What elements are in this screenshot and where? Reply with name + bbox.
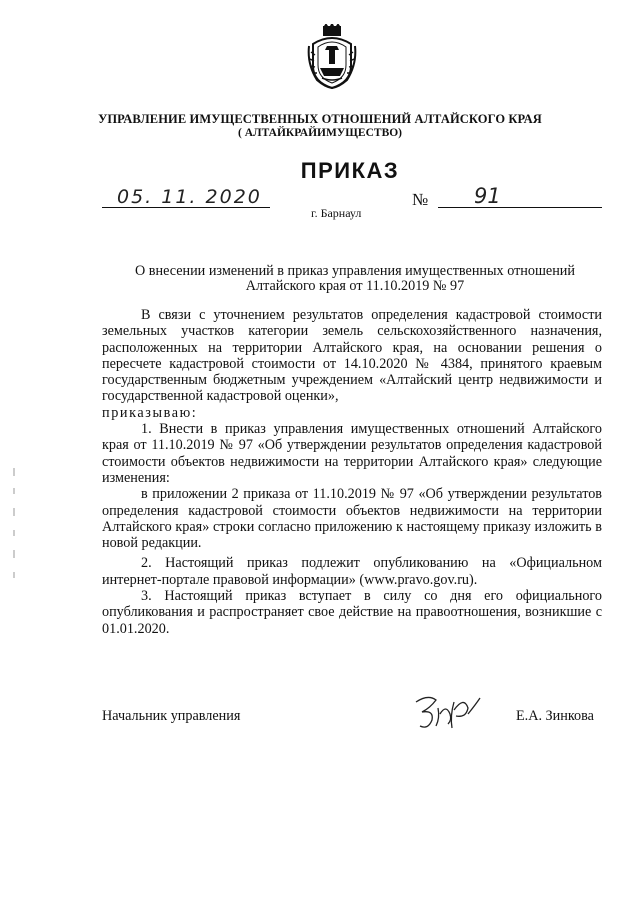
document-subject: О внесении изменений в приказ управления имущественных отношений Алтайского края от 11.10.2019 № 97 bbox=[135, 263, 575, 294]
margin-punch-marks bbox=[12, 468, 16, 588]
item-3-paragraph: 3. Настоящий приказ вступает в силу со дня его официального опубликования и распространяет свое действие на правоотношения, возникшие с 01.01.2020. bbox=[102, 588, 602, 637]
document-city: г. Барнаул bbox=[311, 206, 362, 220]
item-2-paragraph: 2. Настоящий приказ подлежит опубликованию на «Официальном интернет-портале правовой информации» (www.pravo.gov.ru). bbox=[102, 555, 602, 588]
document-body bbox=[102, 307, 602, 637]
date-underline bbox=[102, 207, 270, 208]
document-type-title: ПРИКАЗ bbox=[300, 158, 400, 183]
signer-name: Е.А. Зинкова bbox=[516, 708, 594, 724]
number-underline bbox=[438, 207, 602, 208]
item-1-paragraph: 1. Внести в приказ управления имущественных отношений Алтайского края от 11.10.2019 № 97 «Об утверждении результатов определения кадастровой стоимости объектов недвижимости на территории Алтайского края» следующие изменения: bbox=[102, 421, 602, 486]
document-number: 91 bbox=[474, 184, 501, 208]
document-date: 05. 11. 2020 bbox=[117, 186, 262, 208]
number-sign: № bbox=[412, 190, 429, 209]
preamble-paragraph: В связи с уточнением результатов определения кадастровой стоимости земельных участков категории земель сельскохозяйственного назначения, расположенных на территории Алтайского края, на основании решения о пересчете кадастровой стоимости от 14.10.2020 № 4384, принятого краевым государственным бюджетным учреждением «Алтайский центр недвижимости и государственной кадастровой оценки», bbox=[102, 307, 602, 405]
coat-of-arms-icon bbox=[307, 24, 357, 90]
organization-name: УПРАВЛЕНИЕ ИМУЩЕСТВЕННЫХ ОТНОШЕНИЙ АЛТАЙСКОГО КРАЯ bbox=[98, 112, 542, 126]
organization-short-name: ( АЛТАЙКРАЙИМУЩЕСТВО) bbox=[237, 127, 403, 139]
signer-position: Начальник управления bbox=[102, 708, 241, 724]
item-1-detail-paragraph: в приложении 2 приказа от 11.10.2019 № 97 «Об утверждении результатов определения кадастровой стоимости объектов недвижимости на территории Алтайского края» строки согласно приложению к настоящему приказу изложить в новой редакции. bbox=[102, 486, 602, 552]
handwritten-signature bbox=[410, 690, 486, 732]
order-word: приказываю: bbox=[102, 404, 198, 421]
